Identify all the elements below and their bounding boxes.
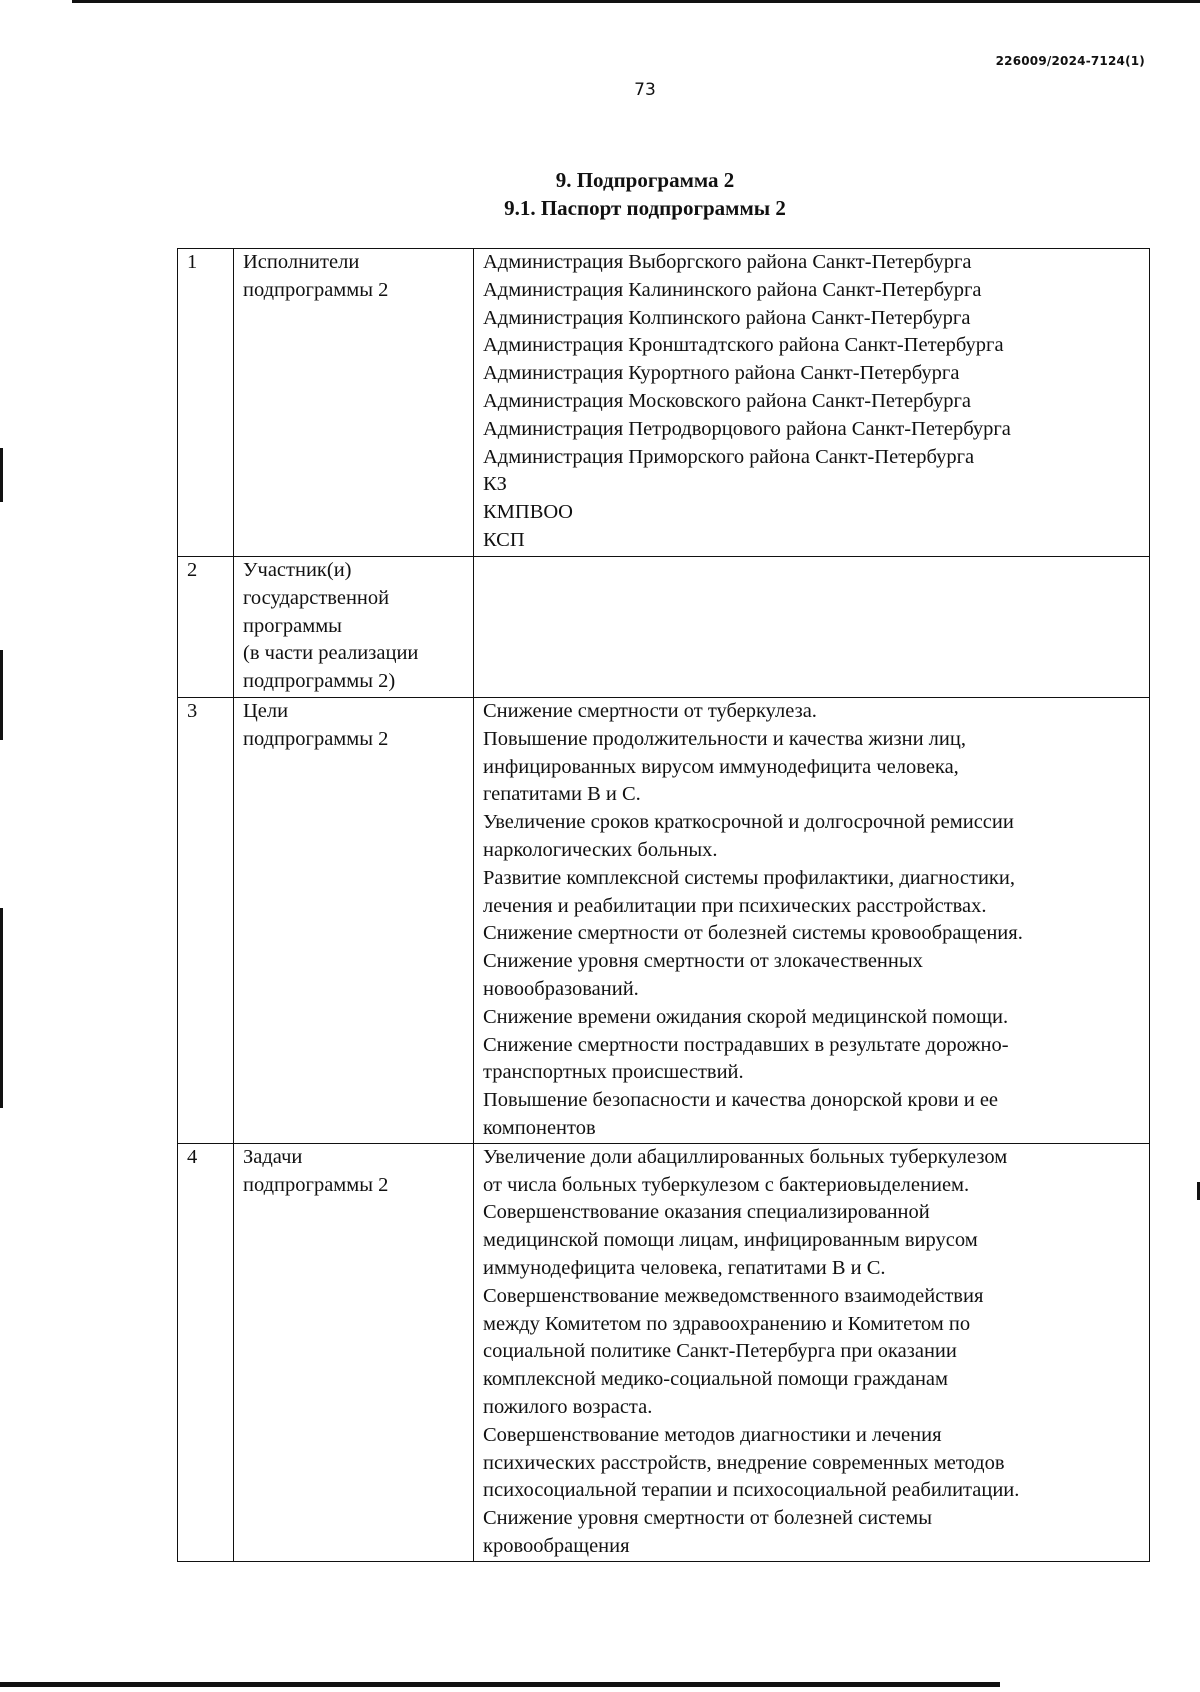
row-value bbox=[474, 1143, 1150, 1561]
row-value-line: Администрация Кронштадтского района Санкт-Петербурга bbox=[483, 334, 1004, 357]
row-value-line: Администрация Калининского района Санкт-Петербурга bbox=[483, 278, 982, 301]
row-value-line: Повышение безопасности и качества донорской крови и ее bbox=[483, 1089, 999, 1112]
row-value-line: гепатитами В и С. bbox=[483, 783, 641, 806]
document-registration-number: 226009/2024-7124(1) bbox=[995, 54, 1145, 68]
row-value-line: комплексной медико-социальной помощи гражданам bbox=[483, 1368, 949, 1391]
row-value-line: между Комитетом по здравоохранению и Комитетом по bbox=[483, 1312, 971, 1335]
row-label-line: Участник(и) bbox=[243, 559, 352, 581]
row-label-line: подпрограммы 2) bbox=[243, 670, 396, 693]
left-scan-mark bbox=[0, 908, 3, 1108]
row-label-line: подпрограммы 2 bbox=[243, 278, 389, 301]
row-label bbox=[234, 1143, 474, 1561]
page-number: 73 bbox=[634, 80, 656, 100]
row-label-line: программы bbox=[243, 614, 342, 637]
row-value-line: Администрация Выборгского района Санкт-Петербурга bbox=[483, 251, 972, 273]
row-value-line: Снижение уровня смертности от злокачественных bbox=[483, 950, 923, 973]
row-label-line: Цели bbox=[243, 700, 289, 722]
bottom-border-line bbox=[0, 1682, 1000, 1687]
table-row bbox=[178, 249, 1150, 557]
subsection-heading: 9.1. Паспорт подпрограммы 2 bbox=[504, 196, 786, 220]
row-value-line: кровообращения bbox=[483, 1534, 630, 1557]
table-row bbox=[178, 557, 1150, 698]
row-value-line: компонентов bbox=[483, 1116, 596, 1139]
row-value bbox=[474, 698, 1150, 1144]
row-value-line: Повышение продолжительности и качества жизни лиц, bbox=[483, 727, 966, 750]
table-row bbox=[178, 698, 1150, 1144]
row-value-line: КЗ bbox=[483, 473, 507, 496]
row-number: 1 bbox=[178, 249, 234, 557]
row-value bbox=[474, 249, 1150, 557]
row-value-line: Администрация Петродворцового района Санкт-Петербурга bbox=[483, 417, 1011, 440]
row-label-line: Задачи bbox=[243, 1145, 303, 1168]
row-number: 4 bbox=[178, 1143, 234, 1561]
section-heading: 9. Подпрограмма 2 bbox=[555, 168, 735, 192]
row-value-line: психических расстройств, внедрение современных методов bbox=[483, 1451, 1005, 1474]
row-value-line: КМПВОО bbox=[483, 501, 573, 524]
left-scan-mark bbox=[0, 650, 3, 740]
row-value bbox=[474, 557, 1150, 698]
row-label-line: государственной bbox=[243, 586, 390, 609]
row-label bbox=[234, 249, 474, 557]
row-value-line: пожилого возраста. bbox=[483, 1395, 653, 1418]
row-value-line: Снижение смертности от болезней системы кровообращения. bbox=[483, 922, 1023, 945]
row-number: 2 bbox=[178, 557, 234, 698]
row-value-line: социальной политике Санкт-Петербурга при оказании bbox=[483, 1340, 957, 1363]
row-value-line: лечения и реабилитации при психических расстройствах. bbox=[483, 894, 987, 917]
row-value-line: инфицированных вирусом иммунодефицита человека, bbox=[483, 755, 959, 778]
row-value-line: Администрация Колпинского района Санкт-Петербурга bbox=[483, 306, 971, 329]
row-value-line: Увеличение сроков краткосрочной и долгосрочной ремиссии bbox=[483, 811, 1014, 834]
row-value-line: Администрация Приморского района Санкт-Петербурга bbox=[483, 445, 975, 468]
row-value-line: Снижение уровня смертности от болезней системы bbox=[483, 1507, 933, 1530]
row-value-line: наркологических больных. bbox=[483, 838, 718, 861]
row-value-line: иммунодефицита человека, гепатитами В и С. bbox=[483, 1256, 886, 1279]
row-value-line: новообразований. bbox=[483, 977, 639, 1000]
row-label-line: подпрограммы 2 bbox=[243, 727, 389, 750]
row-value-line: Совершенствование методов диагностики и лечения bbox=[483, 1423, 942, 1446]
row-label bbox=[234, 698, 474, 1144]
row-value-line: Увеличение доли абациллированных больных туберкулезом bbox=[483, 1145, 1008, 1168]
left-scan-mark bbox=[0, 448, 3, 502]
top-border-line bbox=[72, 0, 1200, 3]
row-value-line: Совершенствование межведомственного взаимодействия bbox=[483, 1284, 984, 1307]
row-label-line: Исполнители bbox=[243, 251, 360, 273]
row-value-line: Совершенствование оказания специализированной bbox=[483, 1201, 930, 1224]
row-value-line: транспортных происшествий. bbox=[483, 1061, 744, 1084]
row-value-line: Снижение времени ожидания скорой медицинской помощи. bbox=[483, 1005, 1009, 1028]
row-value-line: медицинской помощи лицам, инфицированным вирусом bbox=[483, 1229, 978, 1252]
table-row bbox=[178, 1143, 1150, 1561]
row-value-line: Снижение смертности пострадавших в результате дорожно- bbox=[483, 1033, 1009, 1056]
row-label-line: подпрограммы 2 bbox=[243, 1173, 389, 1196]
row-value-line: Администрация Курортного района Санкт-Петербурга bbox=[483, 362, 960, 385]
subprogram-passport-table bbox=[177, 248, 1150, 1562]
row-value-line: Администрация Московского района Санкт-Петербурга bbox=[483, 389, 971, 412]
row-label bbox=[234, 557, 474, 698]
row-value-line: КСП bbox=[483, 528, 525, 551]
row-value-line: Снижение смертности от туберкулеза. bbox=[483, 700, 817, 722]
row-value-line: Развитие комплексной системы профилактики, диагностики, bbox=[483, 866, 1015, 889]
row-value-line: от числа больных туберкулезом с бактериовыделением. bbox=[483, 1173, 970, 1196]
row-number: 3 bbox=[178, 698, 234, 1144]
row-label-line: (в части реализации bbox=[243, 642, 419, 665]
row-value-line: психосоциальной терапии и психосоциальной реабилитации. bbox=[483, 1479, 1020, 1502]
